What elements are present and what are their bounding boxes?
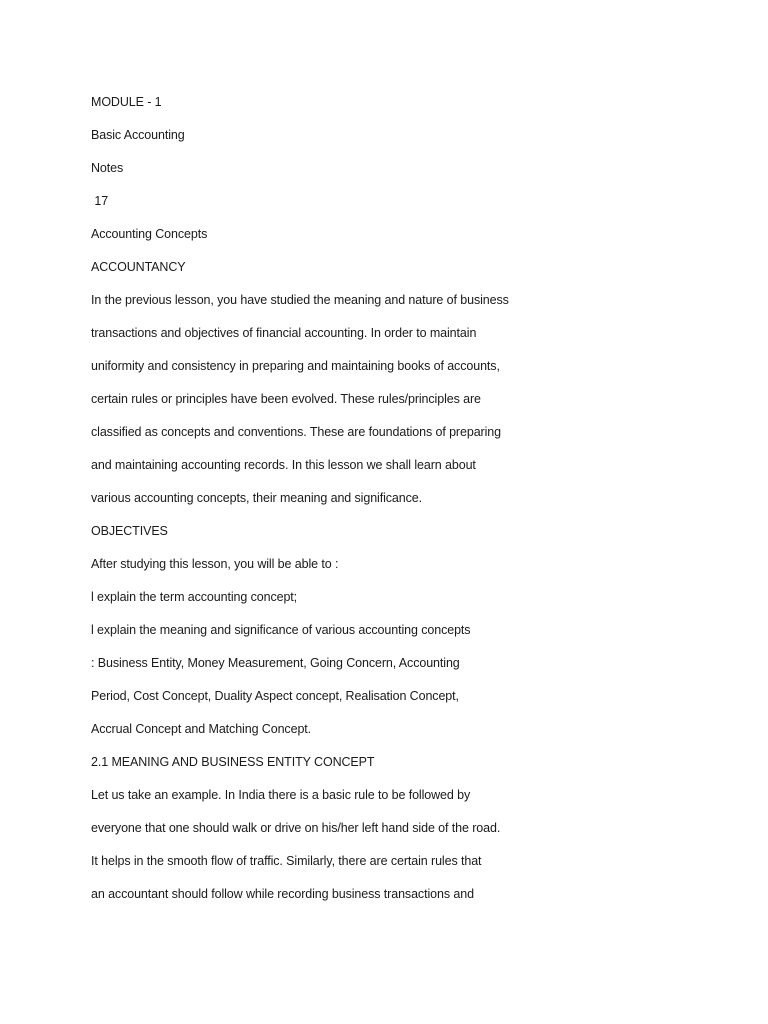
body-text-line: and maintaining accounting records. In this lesson we shall learn about	[91, 458, 476, 472]
body-text-line: It helps in the smooth flow of traffic. Similarly, there are certain rules that	[91, 854, 482, 868]
module-label: MODULE - 1	[91, 95, 162, 109]
document-text	[91, 92, 731, 917]
body-text-line: certain rules or principles have been evolved. These rules/principles are	[91, 392, 481, 406]
objectives-heading: OBJECTIVES	[91, 524, 168, 538]
subject-label: Basic Accounting	[91, 128, 185, 142]
body-text-line: After studying this lesson, you will be able to :	[91, 557, 339, 571]
body-text-line: classified as concepts and conventions. These are foundations of preparing	[91, 425, 501, 439]
page-number: 17	[91, 194, 109, 208]
notes-label: Notes	[91, 161, 124, 175]
body-text-line: an accountant should follow while recording business transactions and	[91, 887, 474, 901]
objective-item: l explain the meaning and significance of various accounting concepts	[91, 623, 471, 637]
chapter-title: Accounting Concepts	[91, 227, 208, 241]
body-text-line: uniformity and consistency in preparing and maintaining books of accounts,	[91, 359, 500, 373]
body-text-line: transactions and objectives of financial accounting. In order to maintain	[91, 326, 477, 340]
objective-item-continued: : Business Entity, Money Measurement, Going Concern, Accounting	[91, 656, 460, 670]
objective-item-continued: Accrual Concept and Matching Concept.	[91, 722, 312, 736]
body-text-line: various accounting concepts, their meaning and significance.	[91, 491, 423, 505]
objective-item-continued: Period, Cost Concept, Duality Aspect concept, Realisation Concept,	[91, 689, 459, 703]
section-heading: 2.1 MEANING AND BUSINESS ENTITY CONCEPT	[91, 755, 375, 769]
body-text-line: Let us take an example. In India there is a basic rule to be followed by	[91, 788, 471, 802]
course-heading: ACCOUNTANCY	[91, 260, 186, 274]
body-text-line: In the previous lesson, you have studied the meaning and nature of business	[91, 293, 509, 307]
body-text-line: everyone that one should walk or drive on his/her left hand side of the road.	[91, 821, 501, 835]
objective-item: l explain the term accounting concept;	[91, 590, 298, 604]
